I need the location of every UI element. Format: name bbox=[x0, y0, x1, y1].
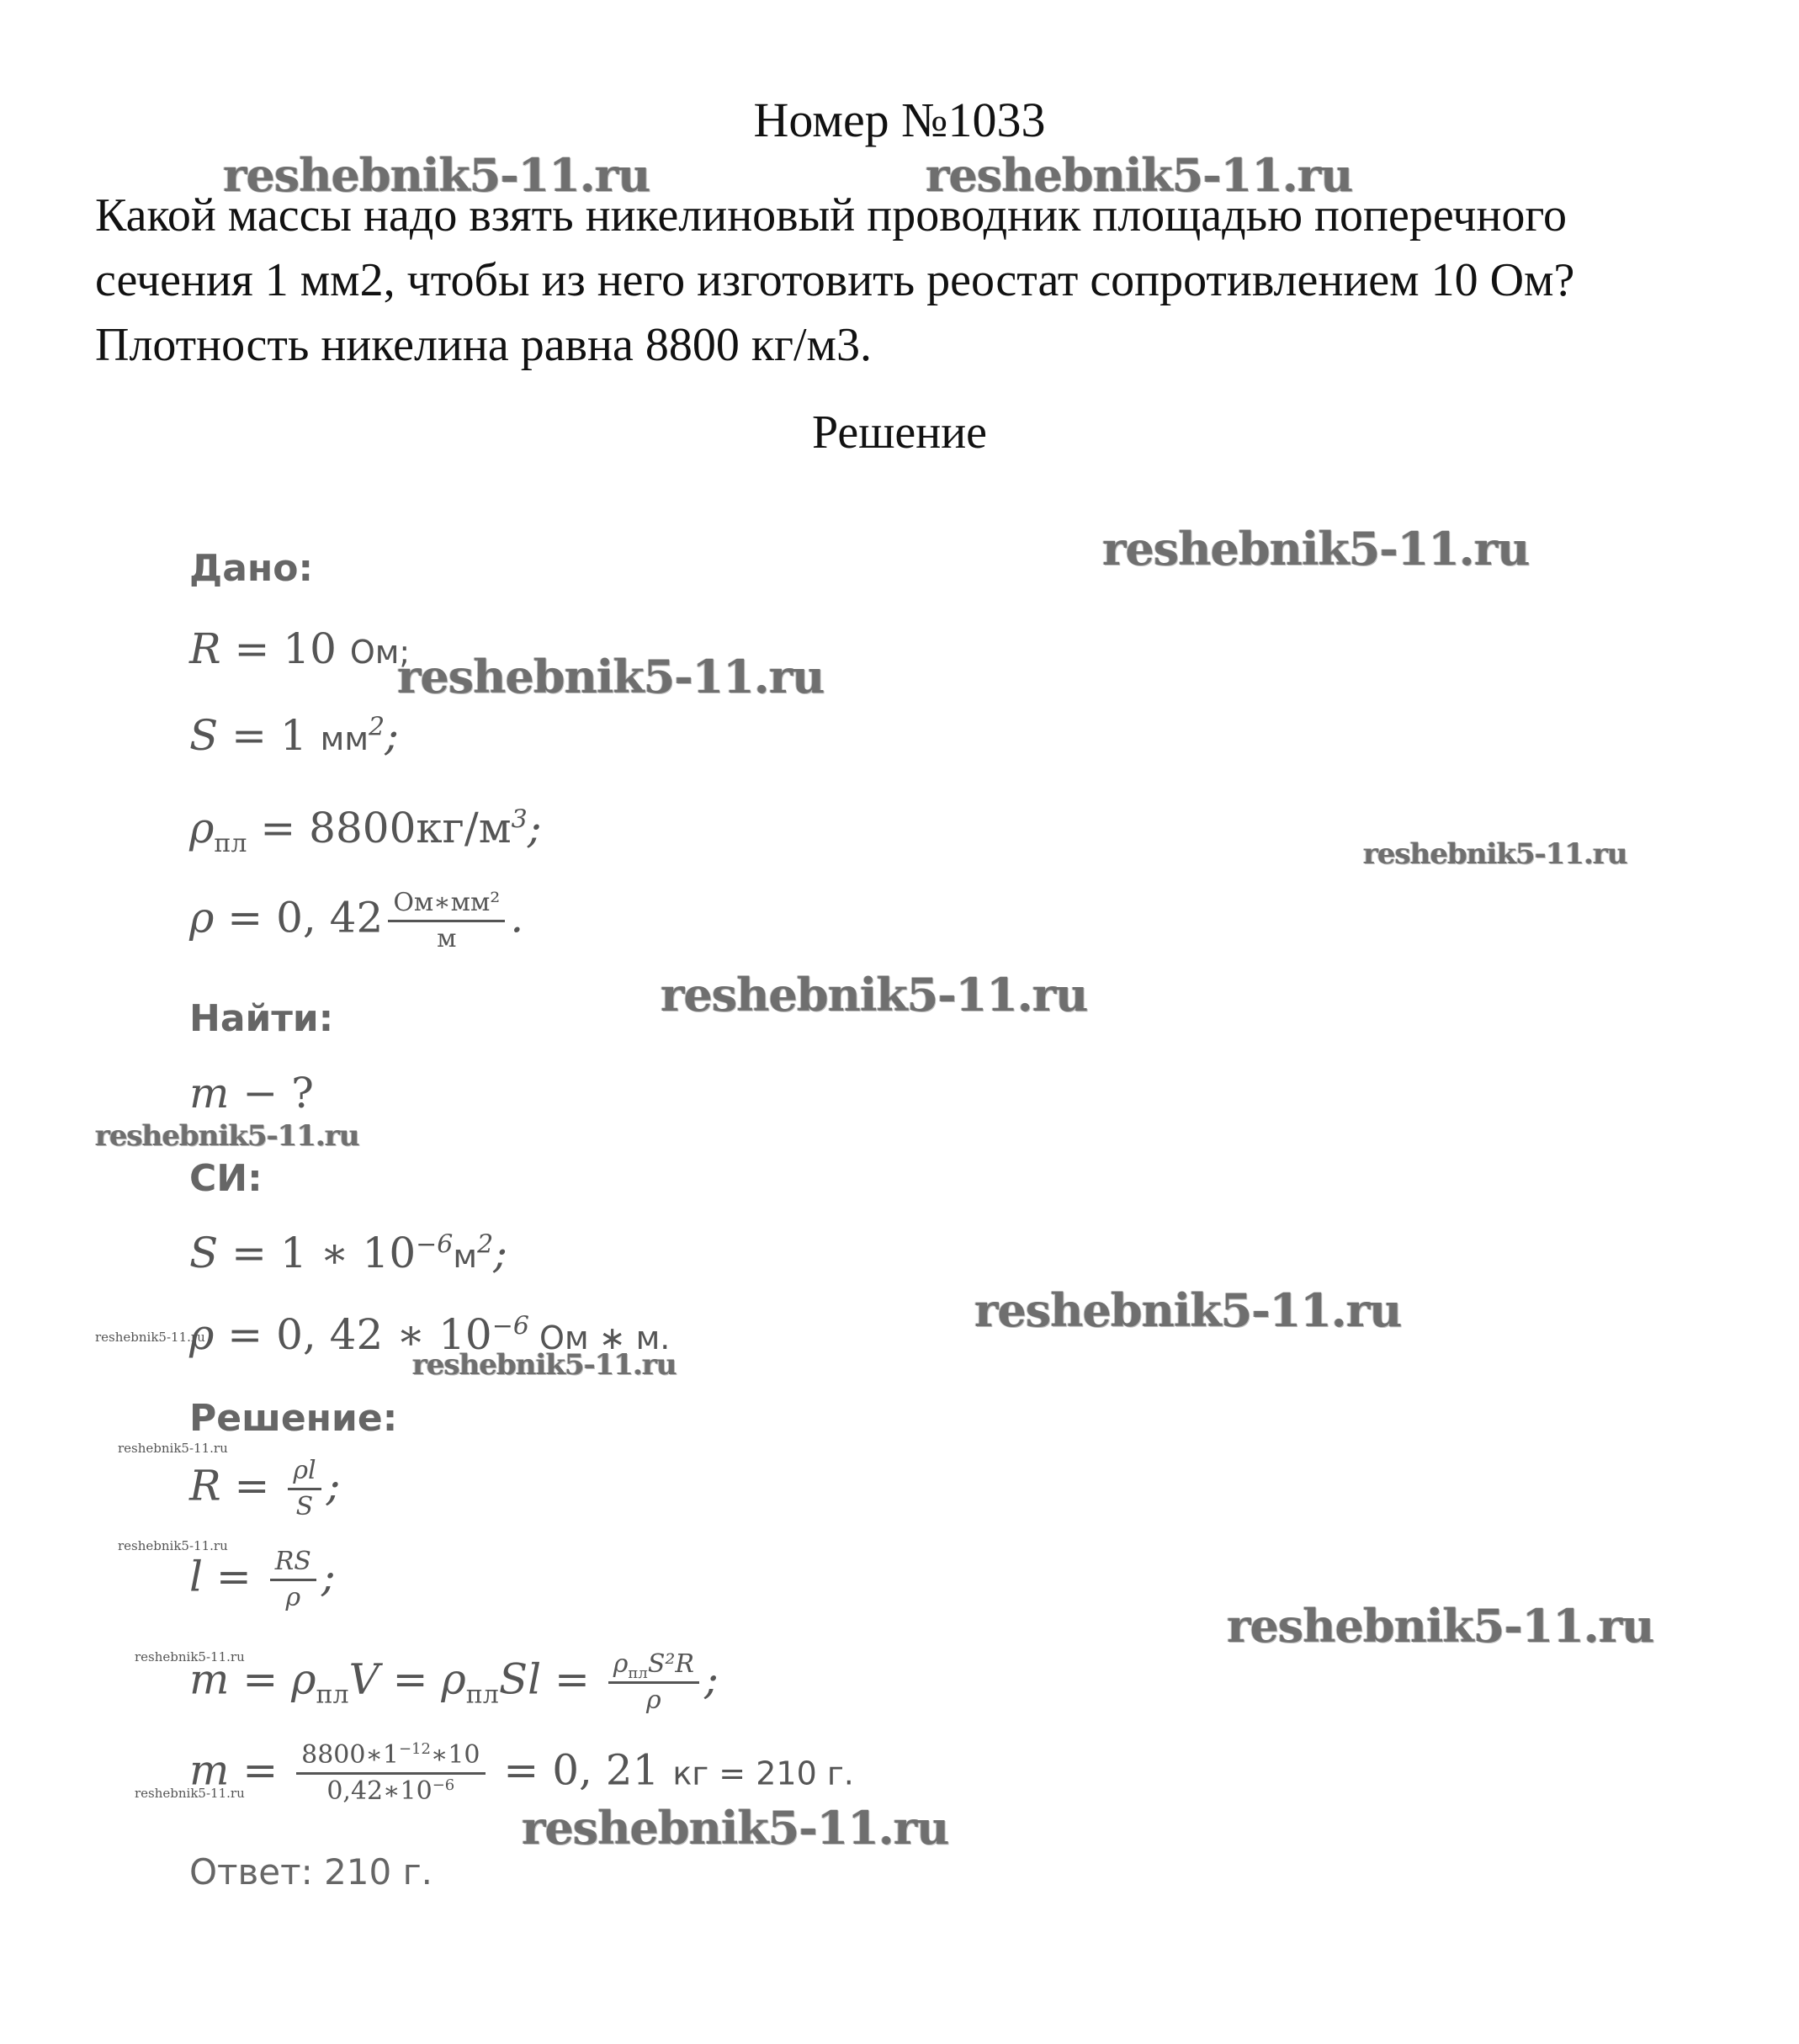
answer: Ответ: 210 г. bbox=[189, 1851, 433, 1893]
si-s-unit: м bbox=[453, 1238, 478, 1275]
problem-line-1: Какой массы надо взять никелиновый проводник площадью поперечного bbox=[95, 189, 1567, 242]
step-2-numerator: RS bbox=[270, 1547, 316, 1581]
given-rho-pl-sub: пл bbox=[214, 829, 247, 858]
given-rho-denominator: м bbox=[437, 924, 457, 953]
step-4-num-rest: ∗10 bbox=[430, 1740, 480, 1770]
given-rho-symbol: ρ bbox=[189, 893, 215, 942]
watermark-15: reshebnik5-11.ru bbox=[135, 1786, 245, 1801]
problem-line-2: сечения 1 мм2, чтобы из него изготовить реостат сопротивлением 10 Ом? bbox=[95, 254, 1575, 306]
si-s-power: −6 bbox=[416, 1229, 454, 1260]
problem-line-3: Плотность никелина равна 8800 кг/м3. bbox=[95, 319, 872, 371]
find-m-symbol: m bbox=[189, 1069, 230, 1118]
si-s-value: = 1 ∗ 10 bbox=[218, 1229, 417, 1277]
given-label: Дано: bbox=[189, 547, 314, 590]
steps-label: Решение: bbox=[189, 1397, 398, 1440]
si-rho-symbol: ρ bbox=[189, 1310, 215, 1359]
given-r-symbol: R bbox=[189, 624, 221, 673]
step-3 bbox=[189, 1649, 719, 1716]
given-rho-pl-value: = 8800кг/м bbox=[247, 804, 512, 852]
step-3-mid: = ρ bbox=[229, 1654, 316, 1704]
step-3-sub2: пл bbox=[465, 1680, 499, 1710]
step-2-end: ; bbox=[321, 1552, 336, 1601]
watermark-8: reshebnik5-11.ru bbox=[974, 1283, 1402, 1337]
step-1-eq: = bbox=[220, 1461, 284, 1510]
step-2 bbox=[189, 1547, 336, 1613]
step-4-denominator bbox=[296, 1775, 485, 1807]
given-rho bbox=[189, 888, 523, 954]
step-4-num-power: −12 bbox=[398, 1740, 431, 1758]
step-3-numerator bbox=[608, 1649, 699, 1684]
given-rho-value: = 0, 42 bbox=[214, 893, 384, 942]
step-4 bbox=[189, 1740, 854, 1807]
watermark-1: reshebnik5-11.ru bbox=[223, 148, 650, 202]
step-2-denominator: ρ bbox=[285, 1583, 301, 1612]
watermark-4: reshebnik5-11.ru bbox=[397, 650, 825, 703]
step-3-lhs: m bbox=[189, 1654, 230, 1704]
si-s-power2: 2 bbox=[477, 1229, 494, 1260]
step-1-denominator: S bbox=[295, 1492, 314, 1521]
watermark-13: reshebnik5-11.ru bbox=[1227, 1599, 1654, 1653]
step-2-eq: = bbox=[203, 1552, 265, 1601]
given-rho-numerator: Ом∗мм² bbox=[388, 888, 505, 922]
step-4-numerator bbox=[296, 1740, 485, 1775]
solution-heading: Решение bbox=[811, 406, 988, 459]
step-4-lhs: m bbox=[189, 1745, 230, 1795]
step-3-num-rest: S²R bbox=[647, 1649, 694, 1679]
step-4-rest: = 0, 21 bbox=[490, 1745, 673, 1795]
page-title: Номер №1033 bbox=[753, 93, 1046, 147]
given-rho-pl-power: 3 bbox=[511, 804, 528, 835]
step-1-lhs: R bbox=[189, 1461, 221, 1510]
step-4-den-power: −6 bbox=[432, 1776, 455, 1794]
watermark-2: reshebnik5-11.ru bbox=[926, 148, 1353, 202]
si-s bbox=[189, 1229, 507, 1277]
find-label: Найти: bbox=[189, 997, 334, 1040]
step-1 bbox=[189, 1456, 340, 1522]
watermark-16: reshebnik5-11.ru bbox=[522, 1801, 949, 1855]
step-2-fraction bbox=[270, 1547, 316, 1613]
watermark-11: reshebnik5-11.ru bbox=[118, 1441, 228, 1456]
si-s-symbol: S bbox=[189, 1229, 219, 1277]
given-s-end: ; bbox=[385, 711, 399, 760]
given-rho-pl bbox=[189, 804, 542, 858]
step-4-eq: = bbox=[229, 1745, 292, 1795]
find-m-rest: − ? bbox=[229, 1069, 314, 1118]
step-1-fraction bbox=[288, 1456, 321, 1522]
problem-statement bbox=[95, 183, 1711, 378]
watermark-9: reshebnik5-11.ru bbox=[95, 1330, 205, 1345]
watermark-10: reshebnik5-11.ru bbox=[412, 1348, 677, 1382]
watermark-12: reshebnik5-11.ru bbox=[118, 1538, 228, 1553]
step-4-unit: кг = 210 г. bbox=[672, 1755, 854, 1792]
given-rho-pl-end: ; bbox=[527, 804, 542, 852]
watermark-14: reshebnik5-11.ru bbox=[135, 1649, 245, 1664]
find-m bbox=[189, 1069, 314, 1118]
step-4-num-base: 8800∗1 bbox=[301, 1740, 399, 1770]
step-1-end: ; bbox=[326, 1461, 341, 1510]
si-label: СИ: bbox=[189, 1157, 263, 1200]
given-s-value: = 1 bbox=[218, 711, 321, 760]
si-rho-unit: Ом ∗ м. bbox=[528, 1319, 671, 1356]
step-4-den-base: 0,42∗10 bbox=[326, 1776, 433, 1806]
step-4-fraction bbox=[296, 1740, 485, 1807]
step-3-end: ; bbox=[704, 1654, 719, 1704]
step-1-numerator: ρl bbox=[288, 1456, 321, 1490]
given-rho-end: . bbox=[510, 893, 524, 942]
watermark-6: reshebnik5-11.ru bbox=[661, 968, 1088, 1022]
si-rho-power: −6 bbox=[491, 1311, 529, 1341]
step-2-lhs: l bbox=[189, 1552, 203, 1601]
watermark-5: reshebnik5-11.ru bbox=[1363, 837, 1627, 871]
si-s-end: ; bbox=[493, 1229, 508, 1277]
given-s-power: 2 bbox=[369, 712, 385, 742]
step-3-denominator: ρ bbox=[646, 1686, 661, 1715]
watermark-3: reshebnik5-11.ru bbox=[1102, 522, 1530, 576]
given-rho-fraction bbox=[388, 888, 505, 954]
si-rho-value: = 0, 42 ∗ 10 bbox=[214, 1310, 492, 1359]
step-3-mid3: Sl = bbox=[498, 1654, 603, 1704]
step-3-sub1: пл bbox=[316, 1680, 349, 1710]
given-s bbox=[189, 711, 399, 760]
given-rho-pl-symbol: ρ bbox=[189, 804, 215, 852]
step-3-num-rho: ρ bbox=[613, 1649, 629, 1679]
given-r-value: = 10 bbox=[220, 624, 350, 673]
given-r bbox=[189, 624, 410, 673]
step-3-mid2: V = ρ bbox=[348, 1654, 466, 1704]
given-s-unit: мм bbox=[320, 720, 369, 757]
watermark-7: reshebnik5-11.ru bbox=[95, 1119, 359, 1153]
step-3-fraction bbox=[608, 1649, 699, 1716]
step-3-num-sub: пл bbox=[628, 1664, 648, 1682]
given-s-symbol: S bbox=[189, 711, 219, 760]
given-r-unit: Ом; bbox=[349, 634, 411, 671]
